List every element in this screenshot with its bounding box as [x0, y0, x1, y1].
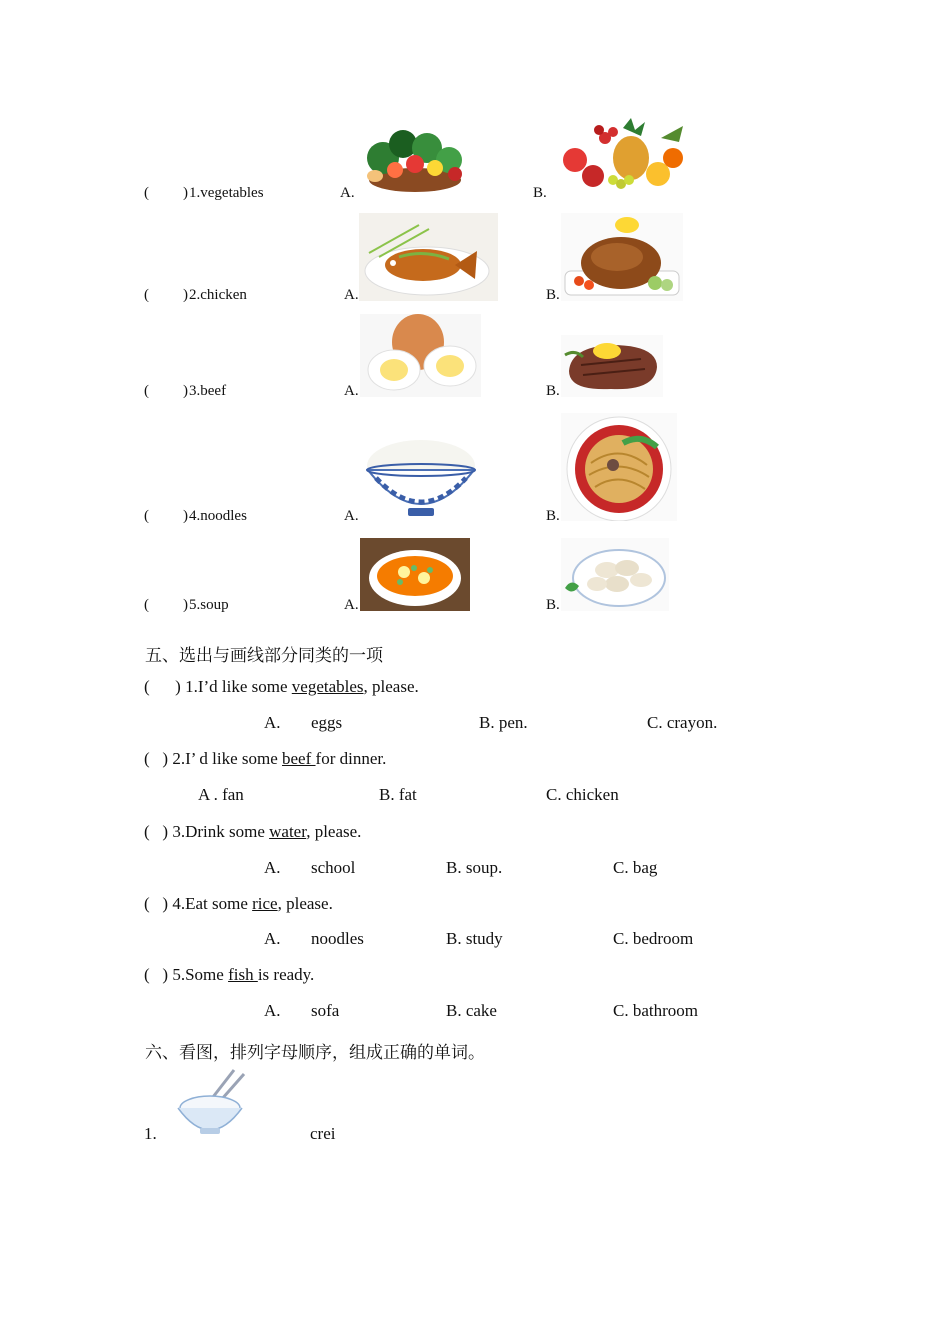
option-c: C. chicken [546, 785, 619, 804]
option-b-letter: B. [533, 185, 547, 201]
question-2 [144, 749, 386, 769]
item-label: 3.beef [189, 383, 227, 399]
question-text: , please. [363, 677, 419, 696]
beef-steak-picture [561, 335, 663, 397]
question-text: is ready. [257, 965, 315, 984]
answer-paren-close: ) [183, 383, 188, 399]
option-a-letter: A. [264, 1001, 281, 1020]
option-a-letter: A. [264, 929, 281, 948]
question-text: for dinner. [315, 749, 387, 768]
answer-paren-open: ( [144, 185, 149, 201]
option-b-letter: B. [546, 597, 560, 613]
answer-paren: ( ) [144, 822, 169, 841]
soup-picture [360, 538, 470, 611]
answer-paren: ( ) [144, 677, 181, 696]
question-text: 5.Some [168, 965, 229, 984]
option-b: B. fat [379, 785, 417, 804]
roast-chicken-picture [561, 213, 683, 301]
option-c: C. bathroom [613, 1001, 698, 1020]
option-b: B. cake [446, 1001, 497, 1020]
eggs-picture [360, 314, 481, 397]
underlined-word: rice [252, 894, 278, 913]
option-a-letter: A. [344, 597, 359, 613]
noodles-picture [561, 413, 677, 521]
option-a-letter: A. [344, 287, 359, 303]
underlined-word: water [269, 822, 307, 841]
answer-paren: ( ) [144, 749, 169, 768]
option-a-letter: A. [344, 508, 359, 524]
question-text: 4.Eat some [168, 894, 253, 913]
option-c: C. bedroom [613, 929, 694, 948]
option-b: B. pen. [479, 713, 528, 732]
question-text: 3.Drink some [168, 822, 270, 841]
option-a-letter: A. [264, 858, 281, 877]
option-a: eggs [311, 713, 343, 732]
question-5 [144, 965, 314, 985]
rice-bowl-picture [362, 430, 480, 520]
underlined-word: vegetables [291, 677, 364, 696]
question-4 [144, 894, 333, 914]
option-b: B. study [446, 929, 503, 948]
section-title: 五、选出与画线部分同类的一项 [145, 646, 383, 666]
answer-paren-open: ( [144, 287, 149, 303]
option-a-letter: A. [340, 185, 355, 201]
answer-paren-open: ( [144, 383, 149, 399]
fish-dish-picture [359, 213, 498, 301]
question-text: , please. [306, 822, 362, 841]
vegetables-picture [355, 118, 475, 196]
option-a-letter: A. [264, 713, 281, 732]
option-a: sofa [311, 1001, 340, 1020]
section-title: 六、看图，排列字母顺序，组成正确的单词。 [145, 1043, 485, 1063]
dumplings-picture [561, 538, 669, 611]
item-label: 2.chicken [189, 287, 247, 303]
option-c: C. bag [613, 858, 658, 877]
question-text: , please. [277, 894, 333, 913]
option-a: noodles [311, 929, 364, 948]
question-text: 2.I’ d like some [168, 749, 283, 768]
underlined-word: fish [228, 965, 258, 984]
answer-paren-open: ( [144, 508, 149, 524]
option-b-letter: B. [546, 383, 560, 399]
option-b-letter: B. [546, 287, 560, 303]
answer-paren: ( ) [144, 894, 169, 913]
scrambled-letters: crei [310, 1124, 336, 1143]
question-number: 1. [144, 1124, 157, 1143]
answer-paren-close: ) [183, 508, 188, 524]
rice-bowl-chopsticks-picture [172, 1068, 257, 1136]
answer-paren-open: ( [144, 597, 149, 613]
question-text: 1.I’d like some [180, 677, 292, 696]
item-label: 4.noodles [189, 508, 247, 524]
option-c: C. crayon. [647, 713, 718, 732]
question-1 [144, 677, 419, 697]
question-3 [144, 822, 361, 842]
underlined-word: beef [282, 749, 316, 768]
item-label: 1.vegetables [189, 185, 264, 201]
option-b-letter: B. [546, 508, 560, 524]
option-a: A . fan [198, 785, 244, 804]
answer-paren-close: ) [183, 185, 188, 201]
item-label: 5.soup [189, 597, 229, 613]
answer-paren-close: ) [183, 287, 188, 303]
option-a-letter: A. [344, 383, 359, 399]
option-b: B. soup. [446, 858, 503, 877]
option-a: school [311, 858, 356, 877]
fruits-picture [553, 118, 691, 198]
answer-paren-close: ) [183, 597, 188, 613]
answer-paren: ( ) [144, 965, 169, 984]
